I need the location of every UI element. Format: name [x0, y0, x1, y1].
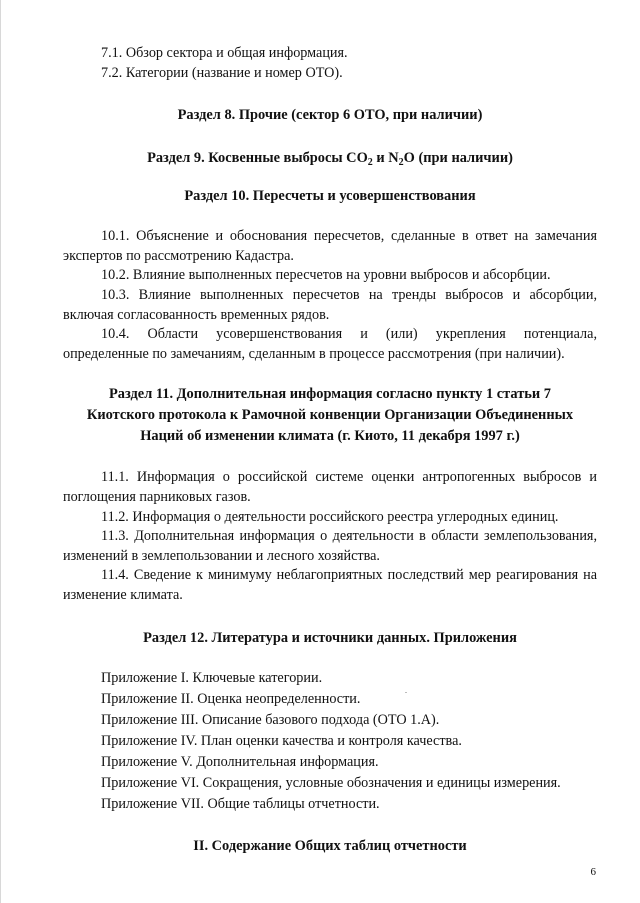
annex-4: Приложение IV. План оценки качества и контроля качества. — [101, 732, 462, 749]
annex-7: Приложение VII. Общие таблицы отчетности. — [101, 795, 380, 812]
scan-speck — [405, 692, 407, 693]
item-11-1: 11.1. Информация о российской системе оценки антропогенных выбросов и поглощения парниковых газов. — [63, 469, 597, 505]
section-11-heading — [63, 384, 597, 447]
item-10-3: 10.3. Влияние выполненных пересчетов на тренды выбросов и абсорбции, включая согласованность временных рядов. — [63, 286, 597, 323]
part-ii-heading: II. Содержание Общих таблиц отчетности — [193, 837, 467, 854]
section-8-heading: Раздел 8. Прочие (сектор 6 ОТО, при наличии) — [177, 107, 483, 124]
item-10-4: 10.4. Области усовершенствования и (или) укрепления потенциала, определенные по замечаниям, сделанным в процессе рассмотрения (при наличии). — [63, 326, 597, 362]
page-number: 6 — [590, 866, 596, 878]
section-10-heading: Раздел 10. Пересчеты и усовершенствования — [184, 188, 476, 205]
section-10-items — [63, 227, 597, 364]
section-11-heading-line1: Раздел 11. Дополнительная информация согласно пункту 1 статьи 7 — [109, 386, 551, 403]
item-11-3: 11.3. Дополнительная информация о деятельности в области землепользования, изменений в землепользовании и лесного хозяйства. — [63, 528, 597, 564]
annex-6: Приложение VI. Сокращения, условные обозначения и единицы измерения. — [101, 774, 561, 791]
item-11-4: 11.4. Сведение к минимуму неблагоприятных последствий мер реагирования на изменение климата. — [63, 567, 597, 603]
annex-list — [63, 668, 597, 815]
section-12-heading: Раздел 12. Литература и источники данных. Приложения — [143, 629, 517, 646]
annex-2: Приложение II. Оценка неопределенности. — [101, 690, 361, 707]
item-10-1: 10.1. Объяснение и обоснования пересчетов, сделанные в ответ на замечания экспертов по рассмотрению Кадастра. — [63, 228, 597, 264]
section-11-heading-line2: Киотского протокола к Рамочной конвенции Организации Объединенных — [86, 407, 574, 424]
item-11-2: 11.2. Информация о деятельности российского реестра углеродных единиц. — [101, 508, 559, 525]
item-7-1: 7.1. Обзор сектора и общая информация. — [101, 45, 348, 61]
section-11-heading-line3: Наций об изменении климата (г. Киото, 11 декабря 1997 г.) — [140, 428, 520, 445]
section-9-heading: Раздел 9. Косвенные выбросы $CO_2$ и $N_2O$ (при наличии) — [147, 150, 513, 169]
annex-3: Приложение III. Описание базового подхода (ОТО 1.А). — [101, 711, 440, 728]
page-content — [63, 44, 597, 857]
item-7-2: 7.2. Категории (название и номер ОТО). — [101, 64, 343, 81]
item-10-2: 10.2. Влияние выполненных пересчетов на уровни выбросов и абсорбции. — [101, 267, 551, 284]
annex-5: Приложение V. Дополнительная информация. — [101, 753, 379, 770]
annex-1: Приложение I. Ключевые категории. — [101, 669, 323, 686]
